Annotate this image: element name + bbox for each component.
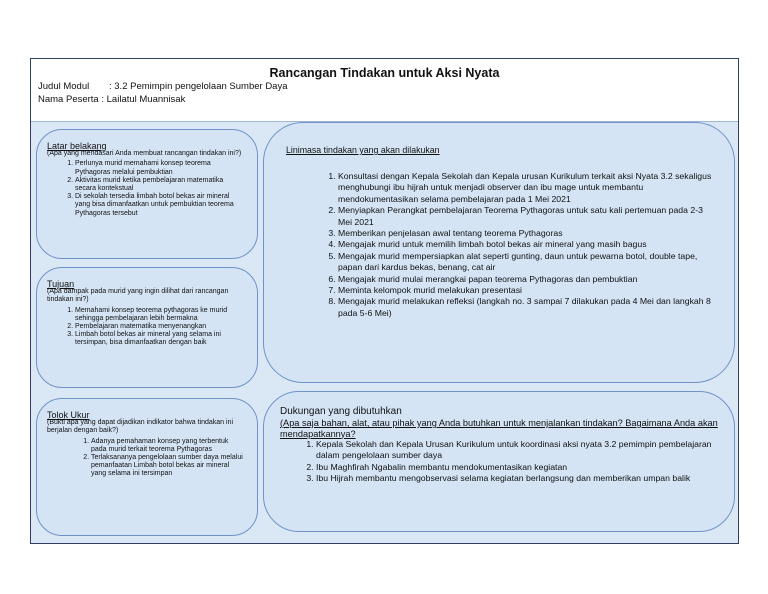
list-item: 1. Memahami konsep teorema pythagoras ke murid sehingga pembelajaran lebih bermakna (75, 307, 245, 323)
list-item: 1. Perlunya murid memahami konsep teorema Pythagoras melalui pembuktian (75, 160, 245, 176)
linimasa-heading: Linimasa tindakan yang akan dilakukan (286, 145, 440, 155)
document-header (31, 59, 738, 122)
participant-label: Nama Peserta (38, 94, 99, 105)
list-item: 4. Mengajak murid untuk memilih limbah botol bekas air mineral yang masih bagus (338, 239, 712, 250)
tujuan-question: (Apa dampak pada murid yang ingin dilihat dari rancangan tindakan ini?) (47, 288, 229, 304)
list-item: 2. Aktivitas murid ketika pembelajaran matematika secara kontekstual (75, 177, 245, 193)
participant-value: : Lailatul Muannisak (101, 94, 186, 105)
list-item: 2. Menyiapkan Perangkat pembelajaran Teorema Pythagoras untuk satu kali pertemuan pada 2-3 Mei 2021 (338, 205, 712, 228)
list-item: 2. Pembelajaran matematika menyenangkan (75, 323, 245, 331)
latar-question: (Apa yang mendasari Anda membuat rancangan tindakan ini?) (47, 150, 242, 158)
tolok-list (47, 438, 245, 479)
list-item: 5. Mengajak murid mempersiapkan alat seperti gunting, daun untuk pewarna botol, double tape, papan dari kardus bekas, benang, cat air (338, 251, 712, 274)
list-item: 1. Adanya pemahaman konsep yang terbentuk pada murid terkait teorema Pythagoras (91, 438, 245, 454)
list-item: 8. Mengajak murid melakukan refleksi (langkah no. 3 sampai 7 dilakukan pada 4 Mei dan langkah 8 pada 5-6 Mei) (338, 296, 712, 319)
linimasa-box (263, 122, 735, 383)
tolok-ukur-box (36, 398, 258, 536)
module-label: Judul Modul (38, 81, 90, 92)
dukungan-list (280, 439, 718, 484)
module-line (38, 81, 288, 92)
list-item: 3. Limbah botol bekas air mineral yang selama ini tersimpan, bisa dimanfaatkan dengan baik (75, 331, 245, 347)
list-item: 3. Memberikan penjelasan awal tentang teorema Pythagoras (338, 228, 712, 239)
tolok-question: (Bukti apa yang dapat dijadikan indikator bahwa tindakan ini berjalan dengan baik?) (47, 419, 234, 435)
module-value: : 3.2 Pemimpin pengelolaan Sumber Daya (109, 81, 288, 92)
dukungan-box (263, 391, 735, 532)
latar-heading: Latar belakang (47, 141, 107, 151)
list-item: 2. Ibu Maghfirah Ngabalin membantu mendokumentasikan kegiatan (316, 462, 718, 473)
list-item: 2. Terlaksananya pengelolaan sumber daya melalui pemanfaatan Limbah botol bekas air mineral yang selama ini tersimpan (91, 454, 245, 479)
dukungan-question: (Apa saja bahan, alat, atau pihak yang Anda butuhkan untuk menjalankan tindakan? Bagaimana Anda akan mendapatkannya? (280, 418, 718, 439)
tujuan-box (36, 267, 258, 388)
document-title: Rancangan Tindakan untuk Aksi Nyata (269, 66, 500, 80)
list-item: 7. Meminta kelompok murid melakukan presentasi (338, 285, 712, 296)
dukungan-heading: Dukungan yang dibutuhkan (280, 406, 402, 417)
list-item: 6. Mengajak murid mulai merangkai papan teorema Pythagoras dan pembuktian (338, 274, 712, 285)
list-item: 1. Kepala Sekolah dan Kepala Urusan Kurikulum untuk koordinasi aksi nyata 3.2 pemimpin pembelajaran dalam pengelolaan sumber daya (316, 439, 718, 461)
list-item: 3. Ibu Hijrah membantu mengobservasi selama kegiatan berlangsung dan memberikan umpan balik (316, 473, 718, 484)
participant-line (38, 94, 185, 105)
list-item: 1. Konsultasi dengan Kepala Sekolah dan Kepala urusan Kurikulum terkait aksi Nyata 3.2 sekaligus menghubungi ibu hijrah untuk menjadi observer dan ibu mage untuk membantu mendokumentasikan selama pembelajaran pada 1 Mei 2021 (338, 171, 712, 205)
linimasa-list (286, 171, 712, 319)
document-page (30, 58, 739, 544)
tujuan-heading: Tujuan (47, 279, 75, 289)
tolok-heading: Tolok Ukur (47, 410, 90, 420)
latar-list (47, 160, 245, 217)
list-item: 3. Di sekolah tersedia limbah botol bekas air mineral yang bisa dimanfaatkan untuk pembuktian teorema Pythagoras tersebut (75, 193, 245, 218)
latar-belakang-box (36, 129, 258, 259)
tujuan-list (47, 307, 245, 348)
